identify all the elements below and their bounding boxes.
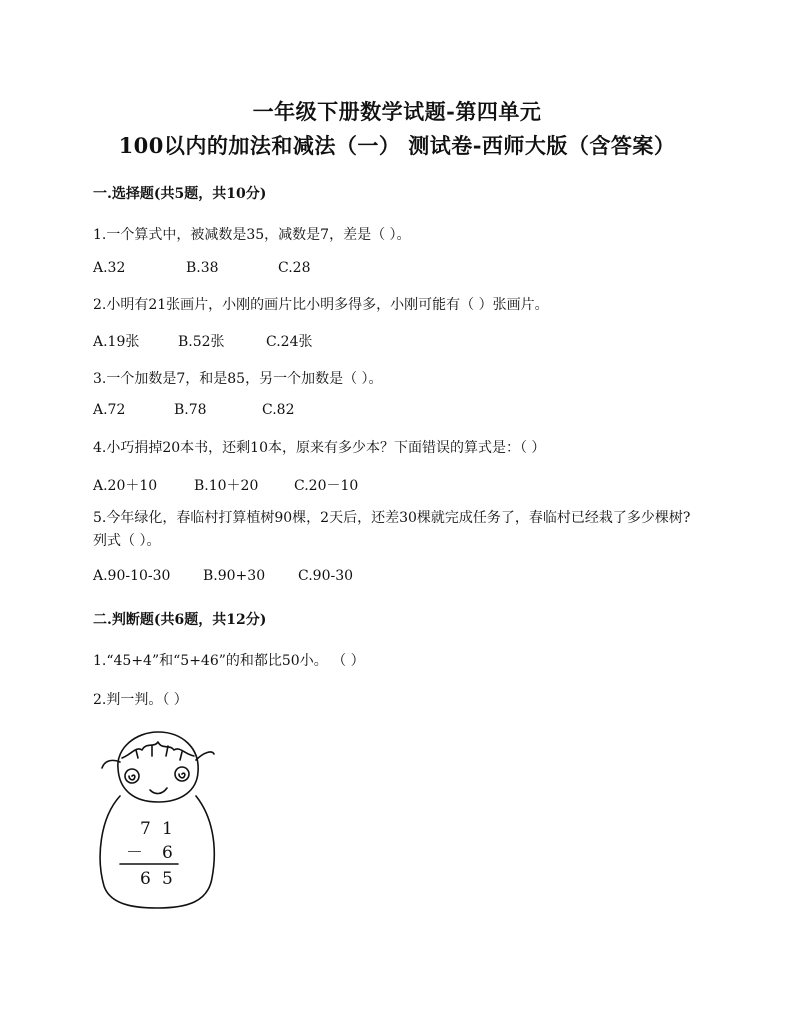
figure-digit: 5: [162, 869, 173, 889]
question-text: 1.“45+4”和“5+46”的和都比50小。 （ ）: [93, 653, 365, 669]
question-options: [93, 475, 358, 495]
option-a: A.72: [93, 402, 126, 418]
question-text: 3.一个加数是7，和是85，另一个加数是（ ）。: [93, 371, 383, 387]
question-text: 1.一个算式中，被减数是35，减数是7，差是（ ）。: [93, 227, 411, 243]
option-b: B.78: [174, 402, 207, 418]
cartoon-subtraction-figure: [92, 728, 222, 910]
option-c: C.20－10: [294, 478, 359, 494]
option-a: A.90-10-30: [93, 568, 171, 584]
question-options: [93, 260, 310, 276]
question-text: 2.判一判。（ ）: [93, 692, 188, 708]
figure-mouth: [150, 788, 167, 794]
question-options: [93, 331, 312, 351]
figure-hair: [122, 742, 194, 758]
question-text: 5.今年绿化，春临村打算植树90棵，2天后，还差30棵就完成任务了，春临村已经栽了多少棵树?列式（ ）。: [93, 510, 691, 549]
option-a: A.19张: [93, 334, 140, 350]
figure-body: [100, 796, 214, 908]
section-heading-choice: 一.选择题(共5题，共10分): [93, 186, 267, 202]
figure-digit: 6: [162, 843, 173, 863]
figure-digit: 6: [140, 869, 151, 889]
page-subtitle: 100以内的加法和减法（一） 测试卷-西师大版（含答案）: [118, 133, 676, 158]
option-b: B.90+30: [203, 568, 266, 584]
option-b: B.52张: [178, 334, 225, 350]
figure-digit: 7: [140, 819, 151, 839]
figure-antenna-right: [196, 752, 214, 760]
section-heading-judgement: 二.判断题(共6题，共12分): [93, 612, 267, 628]
option-a: A.20＋10: [93, 478, 158, 494]
option-c: C.82: [262, 402, 295, 418]
figure-digit: 1: [162, 819, 173, 839]
option-c: C.28: [278, 260, 311, 276]
figure-minus-sign: －: [126, 843, 143, 863]
option-c: C.90-30: [298, 568, 354, 584]
question-options: [93, 568, 353, 584]
option-b: B.38: [186, 260, 219, 276]
page-title: 一年级下册数学试题-第四单元: [252, 99, 542, 124]
question-options: [93, 402, 294, 418]
option-c: C.24张: [266, 334, 313, 350]
option-a: A.32: [93, 260, 126, 276]
option-b: B.10＋20: [194, 478, 259, 494]
question-text: 2.小明有21张画片，小刚的画片比小明多得多，小刚可能有（ ）张画片。: [93, 297, 549, 313]
question-text: 4.小巧捐掉20本书，还剩10本，原来有多少本？下面错误的算式是：（ ）: [93, 440, 546, 456]
